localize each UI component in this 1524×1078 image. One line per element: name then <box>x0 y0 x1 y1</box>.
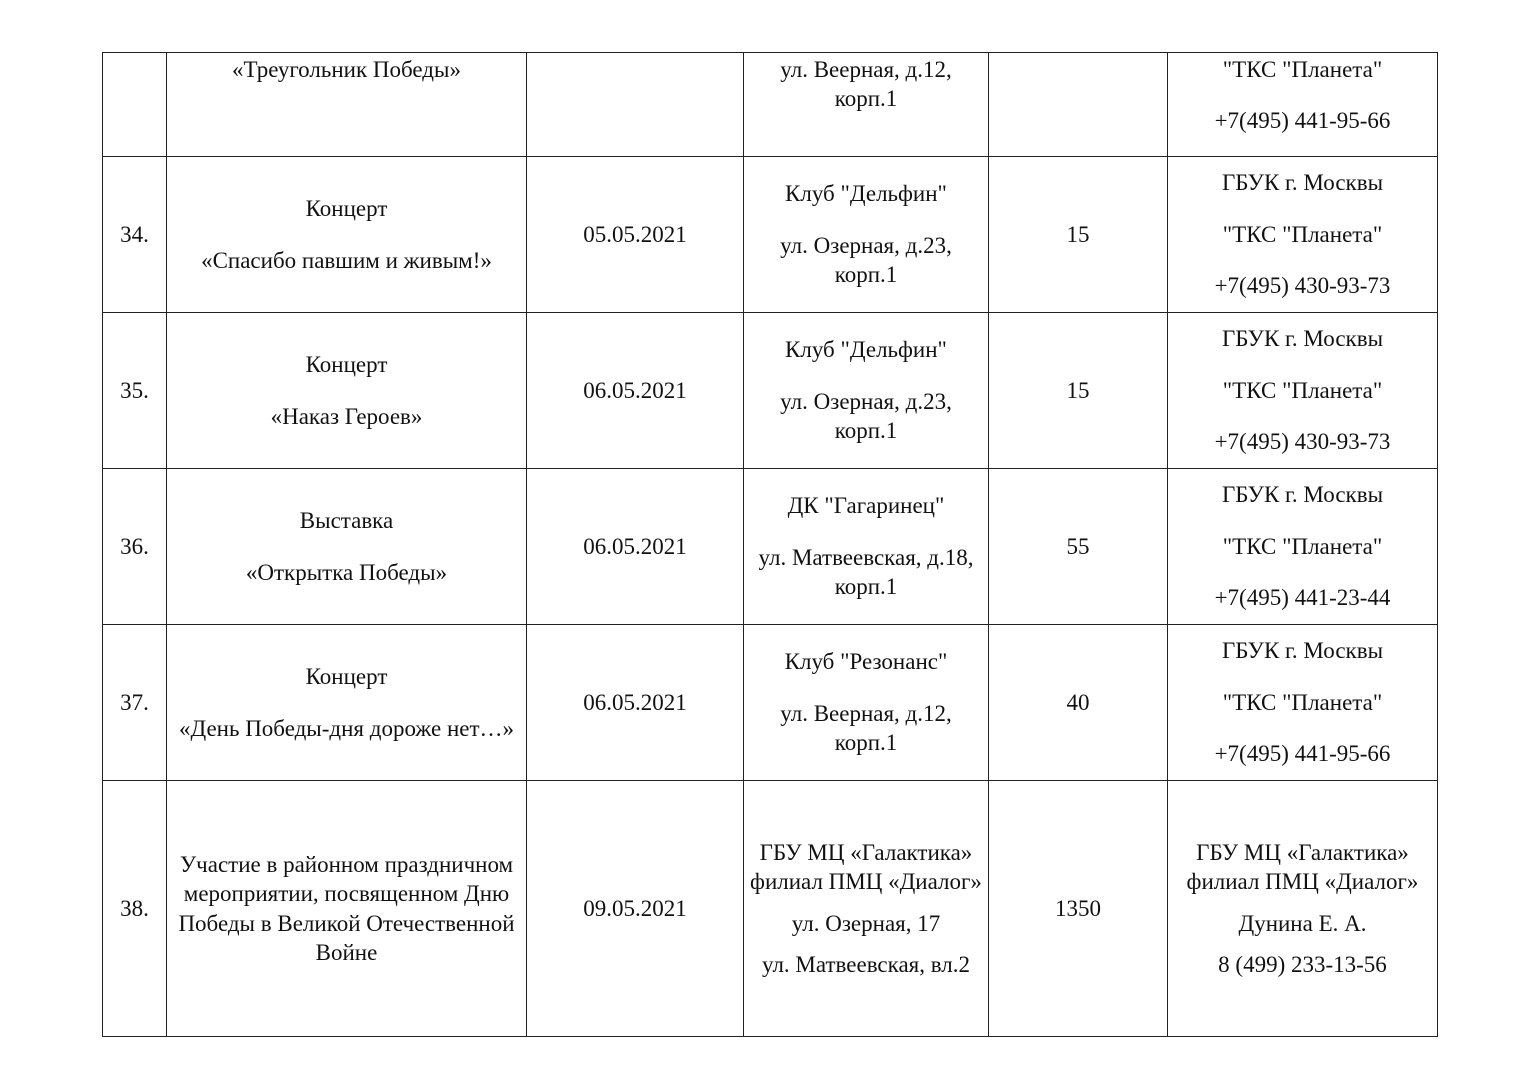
table-row <box>103 469 1438 625</box>
event-type: Концерт <box>305 196 388 222</box>
organizer-name: ГБУК г. Москвы <box>1221 170 1384 196</box>
venue-address: ул. Озерная, д.23, корп.1 <box>780 388 952 444</box>
table-row <box>103 53 1438 157</box>
venue-address: ул. Озерная, д.23, корп.1 <box>780 232 952 288</box>
event-cell <box>167 469 527 625</box>
organizer-unit: "ТКС "Планета" <box>1222 533 1383 559</box>
event-title: Участие в районном праздничном мероприятии, посвященном Дню Победы в Великой Отечественной Войне <box>178 851 515 965</box>
participants-cell: 55 <box>989 469 1168 625</box>
event-title: «Треугольник Победы» <box>232 57 461 82</box>
organizer-unit: "ТКС "Планета" <box>1222 689 1383 715</box>
organizer-phone: +7(495) 441-95-66 <box>1214 741 1391 767</box>
table-row <box>103 625 1438 781</box>
participants-cell: 1350 <box>989 781 1168 1037</box>
row-number-cell: 35. <box>103 313 167 469</box>
organizer-phone: +7(495) 430-93-73 <box>1214 429 1391 455</box>
event-title: «Открытка Победы» <box>245 559 448 585</box>
organizer-cell <box>1168 157 1438 313</box>
participants-cell: 15 <box>989 157 1168 313</box>
venue-cell <box>744 157 989 313</box>
table-row <box>103 157 1438 313</box>
event-title: «День Победы-дня дороже нет…» <box>178 715 515 741</box>
venue-name: ДК "Гагаринец" <box>787 493 945 519</box>
venue-name: Клуб "Дельфин" <box>785 337 947 363</box>
venue-cell <box>744 625 989 781</box>
date-cell: 09.05.2021 <box>527 781 744 1037</box>
organizer-cell <box>1168 313 1438 469</box>
event-cell <box>167 625 527 781</box>
organizer-cell <box>1168 625 1438 781</box>
venue-address: ул. Веерная, д.12, корп.1 <box>780 700 952 756</box>
organizer-cell <box>1168 781 1438 1037</box>
organizer-name: ГБУК г. Москвы <box>1221 638 1384 664</box>
date-cell: 05.05.2021 <box>527 157 744 313</box>
row-number-cell: 36. <box>103 469 167 625</box>
organizer-contact-person: Дунина Е. А. <box>1238 910 1367 936</box>
date-cell: 06.05.2021 <box>527 625 744 781</box>
organizer-name: ГБУК г. Москвы <box>1221 326 1384 352</box>
organizer-phone: +7(495) 441-95-66 <box>1214 108 1391 134</box>
row-number-cell: 38. <box>103 781 167 1037</box>
event-cell <box>167 53 527 157</box>
table-row <box>103 781 1438 1037</box>
organizer-phone: 8 (499) 233-13-56 <box>1218 951 1387 977</box>
events-table <box>102 52 1438 1037</box>
organizer-cell <box>1168 469 1438 625</box>
row-number-cell <box>103 53 167 157</box>
venue-cell <box>744 313 989 469</box>
venue-name: Клуб "Резонанс" <box>784 649 948 675</box>
organizer-name: ГБУ МЦ «Галактика» филиал ПМЦ «Диалог» <box>1186 839 1419 895</box>
row-number-cell: 34. <box>103 157 167 313</box>
event-type: Концерт <box>305 352 388 378</box>
venue-address: ул. Веерная, д.12, корп.1 <box>780 57 952 112</box>
organizer-cell <box>1168 53 1438 157</box>
participants-cell: 15 <box>989 313 1168 469</box>
organizer-name: ГБУК г. Москвы <box>1221 482 1384 508</box>
event-title: «Спасибо павшим и живым!» <box>201 247 492 273</box>
venue-name: ГБУ МЦ «Галактика» филиал ПМЦ «Диалог» <box>750 839 982 895</box>
event-cell <box>167 313 527 469</box>
organizer-name: "ТКС "Планета" <box>1222 57 1383 82</box>
venue-cell <box>744 469 989 625</box>
organizer-unit: "ТКС "Планета" <box>1222 377 1383 403</box>
event-title: «Наказ Героев» <box>270 403 423 429</box>
venue-address-2: ул. Матвеевская, вл.2 <box>761 951 971 977</box>
date-cell: 06.05.2021 <box>527 313 744 469</box>
organizer-phone: +7(495) 441-23-44 <box>1214 585 1391 611</box>
participants-cell: 40 <box>989 625 1168 781</box>
row-number-cell: 37. <box>103 625 167 781</box>
date-cell <box>527 53 744 157</box>
venue-name: Клуб "Дельфин" <box>785 181 947 207</box>
venue-cell <box>744 53 989 157</box>
organizer-unit: "ТКС "Планета" <box>1222 221 1383 247</box>
participants-cell <box>989 53 1168 157</box>
table-row <box>103 313 1438 469</box>
event-type: Выставка <box>299 508 394 534</box>
event-cell <box>167 781 527 1037</box>
date-cell: 06.05.2021 <box>527 469 744 625</box>
venue-address: ул. Матвеевская, д.18, корп.1 <box>758 544 974 600</box>
event-cell <box>167 157 527 313</box>
event-type: Концерт <box>305 664 388 690</box>
venue-cell <box>744 781 989 1037</box>
organizer-phone: +7(495) 430-93-73 <box>1214 273 1391 299</box>
venue-address: ул. Озерная, 17 <box>791 910 941 936</box>
